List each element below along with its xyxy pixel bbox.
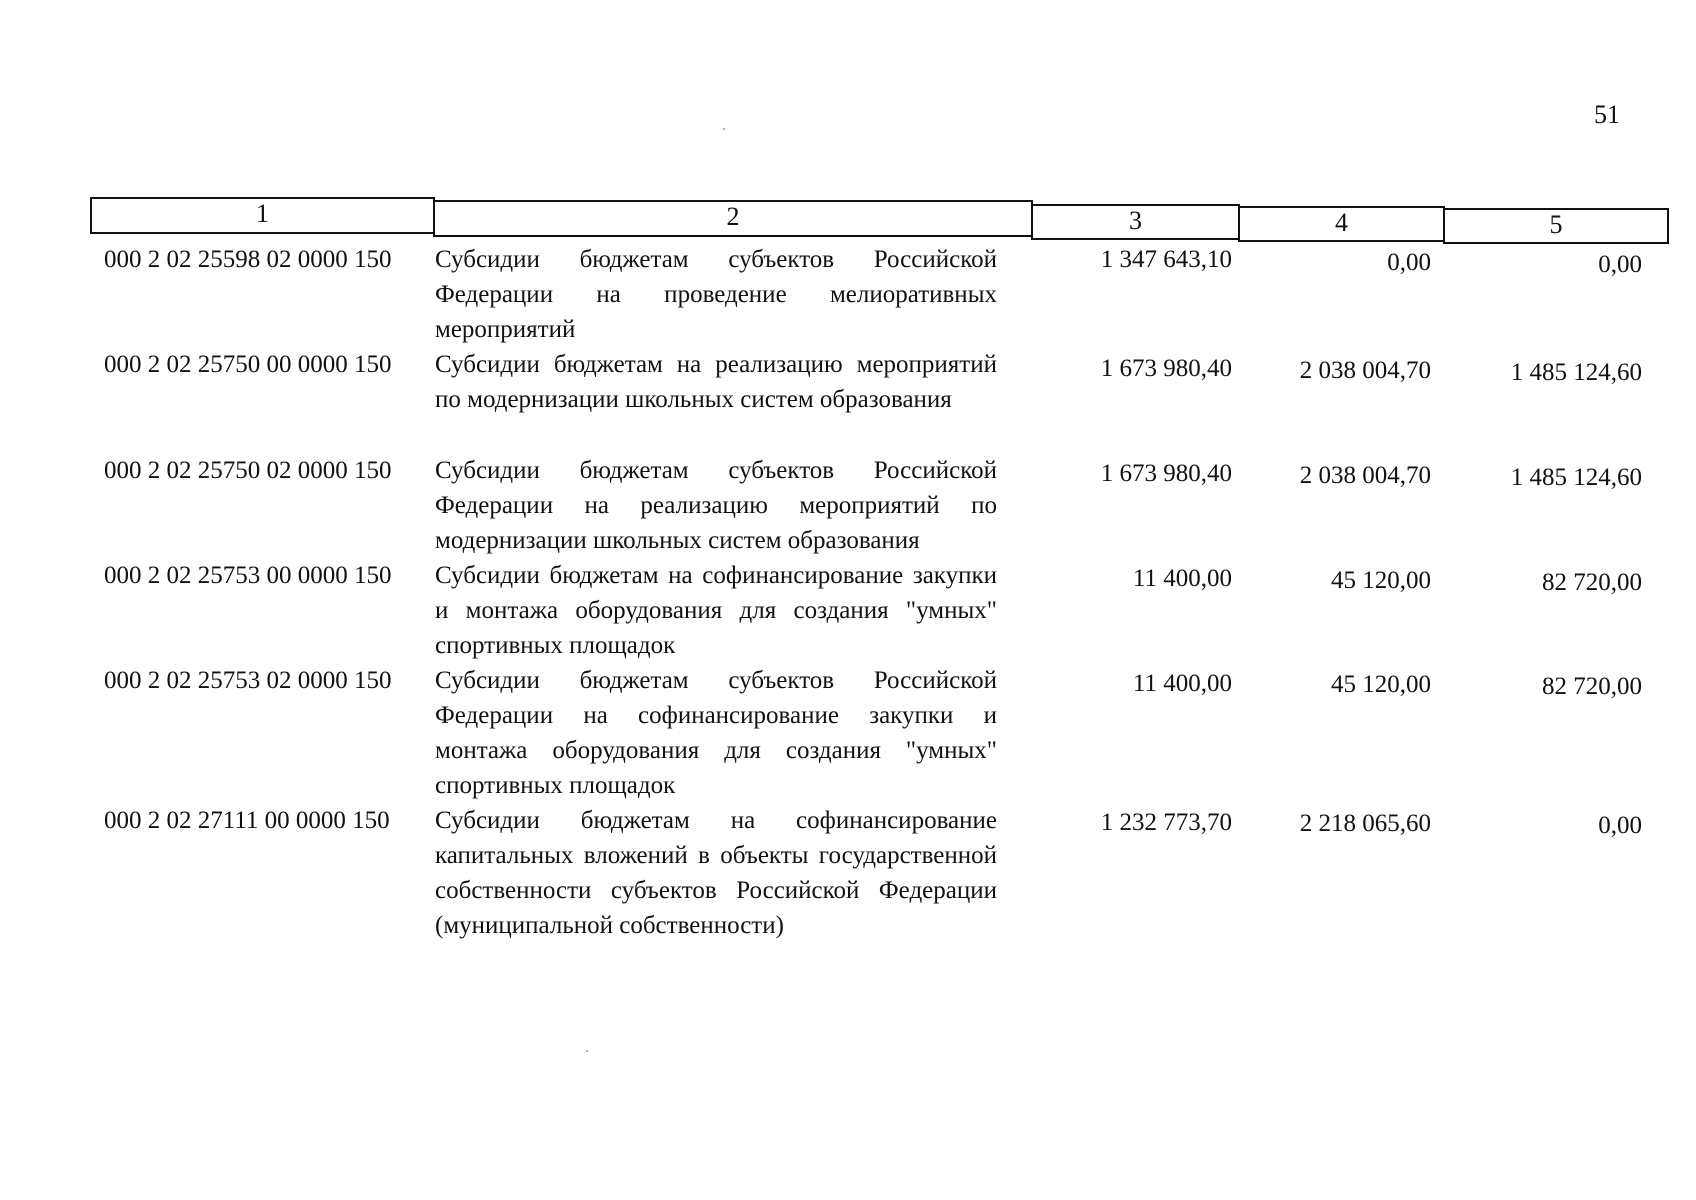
row-value-col4: 45 120,00 (1331, 567, 1431, 594)
row-value-col3: 11 400,00 (1132, 670, 1232, 697)
row-description: Субсидии бюджетам на софинансирование закупки и монтажа оборудования для создания "умных" спортивных площадок (435, 562, 997, 659)
header-cell-2: 2 (433, 200, 1033, 237)
row-value-col5: 82 720,00 (1542, 569, 1642, 596)
row-value-col3: 1 347 643,10 (1100, 246, 1232, 273)
row-value-col3: 11 400,00 (1132, 565, 1232, 592)
row-code: 000 2 02 25753 00 0000 150 (104, 562, 392, 589)
row-value-col3: 1 232 773,70 (1100, 809, 1232, 836)
row-value-col5: 82 720,00 (1542, 673, 1642, 700)
table-header (0, 0, 1696, 260)
row-value-col5: 1 485 124,60 (1510, 464, 1642, 491)
row-code: 000 2 02 25750 00 0000 150 (104, 351, 392, 378)
scan-speck (586, 1050, 588, 1052)
row-value-col5: 1 485 124,60 (1510, 359, 1642, 386)
header-cell-4: 4 (1238, 206, 1445, 242)
row-value-col4: 2 038 004,70 (1299, 462, 1431, 489)
header-cell-3: 3 (1031, 204, 1240, 240)
row-value-col5: 0,00 (1598, 251, 1642, 278)
row-code: 000 2 02 25750 02 0000 150 (104, 457, 392, 484)
row-description: Субсидии бюджетам на реализацию мероприятий по модернизации школьных систем образования (435, 351, 997, 413)
row-code: 000 2 02 25753 02 0000 150 (104, 667, 392, 694)
row-description: Субсидии бюджетам субъектов Российской Федерации на софинансирование закупки и монтажа оборудования для создания "умных" спортивных площадок (435, 667, 997, 799)
header-cell-1: 1 (90, 197, 435, 234)
row-description: Субсидии бюджетам субъектов Российской Федерации на проведение мелиоративных мероприятий (435, 246, 997, 343)
row-description: Субсидии бюджетам субъектов Российской Федерации на реализацию мероприятий по модернизации школьных систем образования (435, 457, 997, 554)
row-code: 000 2 02 25598 02 0000 150 (104, 246, 392, 273)
row-code: 000 2 02 27111 00 0000 150 (104, 807, 390, 834)
row-description: Субсидии бюджетам на софинансирование капитальных вложений в объекты государственной собственности субъектов Российской Федерации (муниципальной собственности) (435, 807, 997, 939)
row-value-col4: 0,00 (1387, 249, 1431, 276)
row-value-col4: 2 038 004,70 (1299, 357, 1431, 384)
row-value-col3: 1 673 980,40 (1100, 355, 1232, 382)
row-value-col4: 2 218 065,60 (1299, 810, 1431, 837)
row-value-col4: 45 120,00 (1331, 671, 1431, 698)
row-value-col3: 1 673 980,40 (1100, 460, 1232, 487)
page-number: 51 (1594, 100, 1620, 129)
row-value-col5: 0,00 (1598, 812, 1642, 839)
header-cell-5: 5 (1443, 208, 1669, 244)
